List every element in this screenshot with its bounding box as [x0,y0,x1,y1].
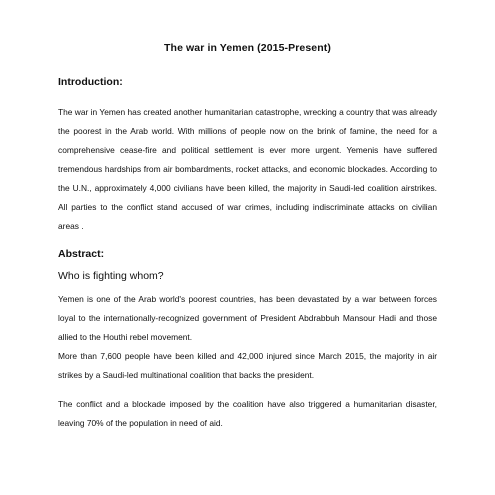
abstract-heading: Abstract: [58,248,105,260]
abstract-paragraph-1: Yemen is one of the Arab world's poorest countries, has been devastated by a war between forces loyal to the internationally-recognized government of President Abdrabbuh Mansour Hadi and those allied to the Houthi rebel movement. [58,294,437,342]
abstract-subheading: Who is fighting whom? [58,270,164,282]
document-title: The war in Yemen (2015-Present) [164,42,331,54]
introduction-paragraph: The war in Yemen has created another humanitarian catastrophe, wrecking a country that was already the poorest in the Arab world. With millions of people now on the brink of famine, the need for a comprehensive cease-fire and political settlement is ever more urgent. Yemenis have suffered tremendous hardships from air bombardments, rocket attacks, and economic blockades. According to the U.N., approximately 4,000 civilians have been killed, the majority in Saudi-led coalition airstrikes. All parties to the conflict stand accused of war crimes, including indiscriminate attacks on civilian areas . [58,107,437,231]
abstract-paragraph-2: More than 7,600 people have been killed and 42,000 injured since March 2015, the majority in air strikes by a Saudi-led multinational coalition that backs the president. [58,351,437,380]
introduction-heading: Introduction: [58,76,123,88]
abstract-paragraph-3: The conflict and a blockade imposed by the coalition have also triggered a humanitarian disaster, leaving 70% of the population in need of aid. [58,399,437,428]
